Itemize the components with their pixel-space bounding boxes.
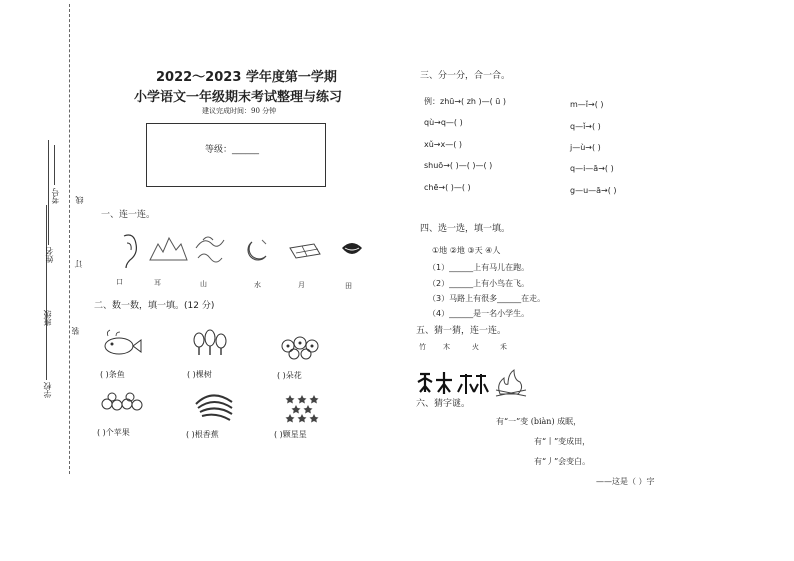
- join-ju: j—ù→( ): [570, 143, 601, 152]
- guess-word-huo: 火: [472, 343, 479, 351]
- word-kou: 口: [116, 278, 123, 286]
- count-trees: ( )棵树: [187, 370, 212, 379]
- section4-options: ①地 ②地 ③天 ④人: [432, 246, 501, 255]
- section5-heading: 五、猜一猜，连一连。: [416, 326, 507, 336]
- word-tian: 田: [345, 282, 352, 290]
- guess-word-zhu: 竹: [419, 343, 426, 351]
- section2-heading: 二、数一数，填一填。(12 分): [94, 301, 215, 311]
- word-yue: 月: [298, 281, 305, 289]
- section3-heading: 三、分一分，合一合。: [420, 71, 511, 81]
- bonfire-icon: [496, 370, 526, 396]
- sentence-3: （3）马路上有很多______在走。: [428, 294, 546, 303]
- sentence-1: （1）______上有马儿在跑。: [428, 263, 530, 272]
- join-mi: m—ǐ→( ): [570, 100, 604, 109]
- split-xu: xǔ→x—( ): [424, 140, 463, 149]
- sentence-4: （4）______是一名小学生。: [428, 309, 530, 318]
- join-qi: q—ǐ→( ): [570, 122, 601, 131]
- exam-number-label: 考号: [51, 188, 60, 204]
- guess-word-he: 禾: [500, 343, 507, 351]
- split-qu: qù→q—( ): [424, 118, 463, 127]
- binding-mark-xian: 线: [75, 196, 84, 204]
- word-er: 耳: [154, 279, 161, 287]
- exam-title-year: 2022～2023 学年度第一学期: [156, 70, 337, 85]
- riddle-line-3: 有“丿”会变白。: [534, 457, 591, 466]
- school-label: 学校: [43, 382, 52, 398]
- riddle-line-2: 有“丨”变成田，: [534, 437, 591, 446]
- exam-title: 小学语文一年级期末考试整理与练习: [134, 90, 343, 105]
- split-example: 例：zhū→( zh )—( ū ): [424, 97, 507, 106]
- sentence-2: （2）______上有小鸟在飞。: [428, 279, 530, 288]
- join-qia: q—i—ā→( ): [570, 164, 614, 173]
- class-label: 班级: [43, 310, 52, 326]
- binding-mark-zhuang: 装: [71, 327, 80, 335]
- word-shui: 水: [254, 281, 261, 289]
- riddle-line-1: 有“一”变 (biàn) 成眠，: [496, 417, 582, 426]
- bamboo-ancient-glyph: [458, 374, 488, 394]
- name-label: 姓名: [45, 247, 54, 263]
- count-apples: ( )个苹果: [97, 428, 130, 437]
- wood-ancient-glyph: [436, 372, 452, 394]
- guess-word-mu: 木: [443, 343, 450, 351]
- binding-mark-ding: 订: [74, 260, 83, 268]
- count-bananas: ( )根香蕉: [186, 430, 219, 439]
- riddle-answer: ——这是（ ）字: [596, 477, 655, 486]
- grade-label: 等级：______: [205, 145, 260, 155]
- section6-heading: 六、猜字谜。: [416, 399, 471, 409]
- join-gua: g—u—ā→( ): [570, 186, 617, 195]
- count-flowers: ( )朵花: [277, 371, 302, 380]
- fire-ancient-glyph: [418, 374, 432, 392]
- split-che: chē→( )—( ): [424, 183, 471, 192]
- count-fish: ( )条鱼: [100, 370, 125, 379]
- section1-heading: 一、连一连。: [101, 210, 156, 220]
- count-stars: ( )颗星星: [274, 430, 307, 439]
- word-shan: 山: [200, 280, 207, 288]
- time-note: 建议完成时间：90 分钟: [202, 107, 277, 115]
- section4-heading: 四、选一选，填一填。: [420, 224, 511, 234]
- split-shuo: shuō→( )—( )—( ): [424, 161, 493, 170]
